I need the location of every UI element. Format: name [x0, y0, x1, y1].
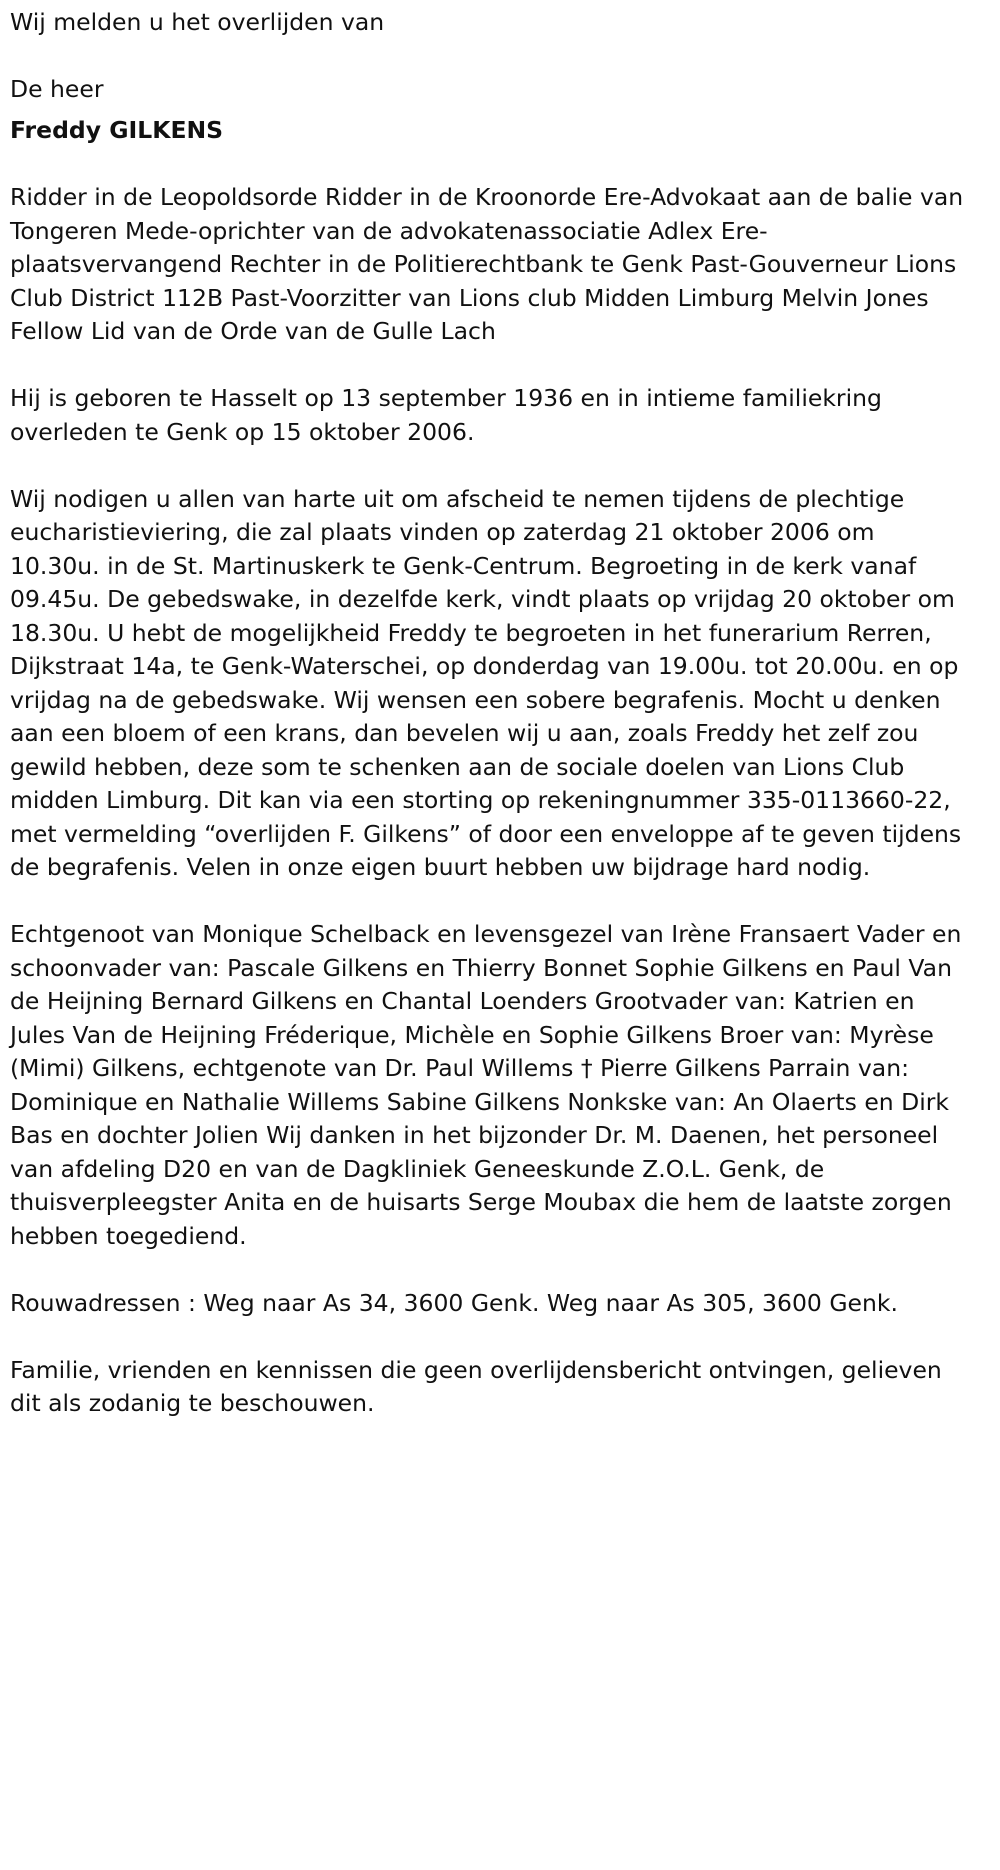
- intro-line: Wij melden u het overlijden van: [10, 8, 385, 36]
- honorific: De heer: [10, 74, 104, 103]
- birth-death-paragraph: Hij is geboren te Hasselt op 13 september 1936 en in intieme familiekring overleden te Genk op 15 oktober 2006.: [10, 384, 882, 446]
- deceased-name: Freddy GILKENS: [10, 116, 224, 144]
- closing-paragraph: Familie, vrienden en kennissen die geen overlijdensbericht ontvingen, gelieven dit als zodanig te beschouwen.: [10, 1355, 942, 1417]
- titles-paragraph: Ridder in de Leopoldsorde Ridder in de Kroonorde Ere-Advokaat aan de balie van Tongeren Mede-oprichter van de advokatenassociatie Adlex Ere-plaatsvervangend Rechter in de Politierechtbank te Genk Past-Gouverneur Lions Club District 112B Past-Voorzitter van Lions club Midden Limburg Melvin Jones Fellow Lid van de Orde van de Gulle Lach: [10, 183, 964, 345]
- ceremony-paragraph: Wij nodigen u allen van harte uit om afscheid te nemen tijdens de plechtige eucharistieviering, die zal plaats vinden op zaterdag 21 oktober 2006 om 10.30u. in de St. Martinuskerk te Genk-Centrum. Begroeting in de kerk vanaf 09.45u. De gebedswake, in dezelfde kerk, vindt plaats op vrijdag 20 oktober om 18.30u. U hebt de mogelijkheid Freddy te begroeten in het funerarium Rerren, Dijkstraat 14a, te Genk-Waterschei, op donderdag van 19.00u. tot 20.00u. en op vrijdag na de gebedswake. Wij wensen een sobere begrafenis. Mocht u denken aan een bloem of een krans, dan bevelen wij u aan, zoals Freddy het zelf zou gewild hebben, deze som te schenken aan de sociale doelen van Lions Club midden Limburg. Dit kan via een storting op rekeningnummer 335-0113660-22, met vermelding “overlijden F. Gilkens” of door een enveloppe af te geven tijdens de begrafenis. Velen in onze eigen buurt hebben uw bijdrage hard nodig.: [10, 484, 962, 881]
- addresses-paragraph: Rouwadressen : Weg naar As 34, 3600 Genk. Weg naar As 305, 3600 Genk.: [10, 1288, 898, 1317]
- family-paragraph: Echtgenoot van Monique Schelback en levensgezel van Irène Fransaert Vader en schoonvader van: Pascale Gilkens en Thierry Bonnet Sophie Gilkens en Paul Van de Heijning Bernard Gilkens en Chantal Loenders Grootvader van: Katrien en Jules Van de Heijning Fréderique, Michèle en Sophie Gilkens Broer van: Myrèse (Mimi) Gilkens, echtgenote van Dr. Paul Willems † Pierre Gilkens Parrain van: Dominique en Nathalie Willems Sabine Gilkens Nonkske van: An Olaerts en Dirk Bas en dochter Jolien Wij danken in het bijzonder Dr. M. Daenen, het personeel van afdeling D20 en van de Dagkliniek Geneeskunde Z.O.L. Genk, de thuisverpleegster Anita en de huisarts Serge Moubax die hem de laatste zorgen hebben toegediend.: [10, 920, 962, 1250]
